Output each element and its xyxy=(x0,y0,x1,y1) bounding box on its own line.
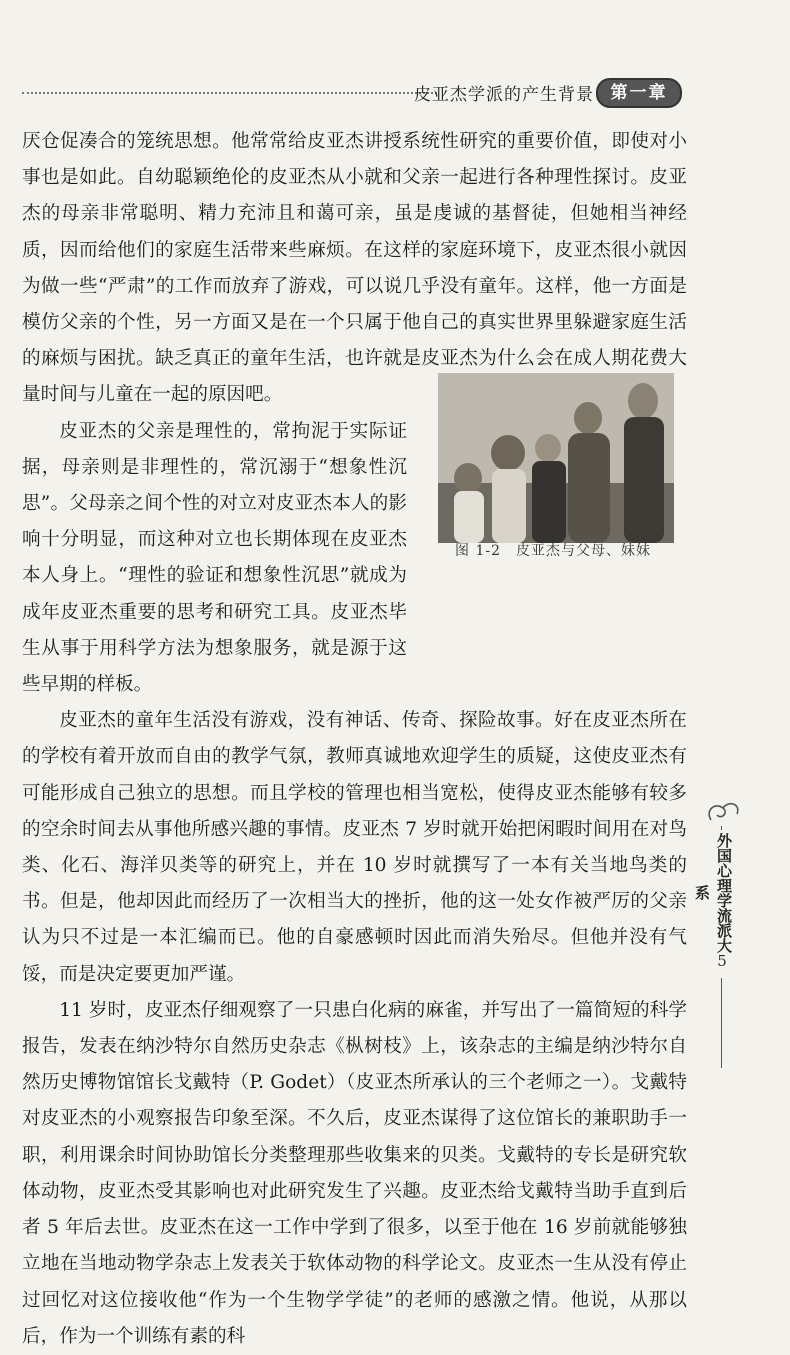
paragraph-3: 皮亚杰的童年生活没有游戏，没有神话、传奇、探险故事。好在皮亚杰所在的学校有着开放而自由的教学气氛，教师真诚地欢迎学生的质疑，这使皮亚杰有可能形成自己独立的思想。而且学校的管理也相当宽松，使得皮亚杰能够有较多的空余时间去从事他所感兴趣的事情。皮亚杰 7 岁时就开始把闲暇时间用在对鸟类、化石、海洋贝类等的研究上，并在 10 岁时就撰写了一本有关当地鸟类的书。但是，他却因此而经历了一次相当大的挫折，他的这一处女作被严厉的父亲认为只不过是一本汇编而已。他的自豪感顿时因此而消失殆尽。但他并没有气馁，而是决定要更加严谨。 xyxy=(22,710,687,985)
swirl-ornament-icon xyxy=(703,798,743,828)
body-text xyxy=(22,124,687,1355)
sidebar-line-bottom xyxy=(721,978,722,1068)
header-title: 皮亚杰学派的产生背景 xyxy=(414,85,594,105)
paragraph-1: 厌仓促凑合的笼统思想。他常常给皮亚杰讲授系统性研究的重要价值，即使对小事也是如此。自幼聪颖绝伦的皮亚杰从小就和父亲一起进行各种理性探讨。皮亚杰的母亲非常聪明、精力充沛且和蔼可亲，虽是虔诚的基督徒，但她相当神经质，因而给他们的家庭生活带来些麻烦。在这样的家庭环境下，皮亚杰很小就因为做一些“严肃”的工作而放弃了游戏，可以说几乎没有童年。这样，他一方面是模仿父亲的个性，另一方面又是在一个只属于他自己的真实世界里躲避家庭生活的麻烦与困扰。缺乏真正的童年生活，也许就是皮亚杰为什么会在成人期花费大量时间与儿童在一起的原因吧。 xyxy=(22,131,687,406)
paragraph-2: 皮亚杰的父亲是理性的，常拘泥于实际证据，母亲则是非理性的，常沉溺于“想象性沉思”。父母亲之间个性的对立对皮亚杰本人的影响十分明显，而这种对立也长期体现在皮亚杰本人身上。“理性的验证和想象性沉思”就成为成年皮亚杰重要的思考和研究工具。皮亚杰毕生从事于用科学方法为想象服务，就是源于这些早期的样板。 xyxy=(22,420,407,696)
figure-caption: 图 1-2 皮亚杰与父母、妹妹 xyxy=(455,543,651,559)
paragraph-4: 11 岁时，皮亚杰仔细观察了一只患白化病的麻雀，并写出了一篇简短的科学报告，发表在纳沙特尔自然历史杂志《枞树枝》上，该杂志的主编是纳沙特尔自然历史博物馆馆长戈戴特（P. Godet）（皮亚杰所承认的三个老师之一）。戈戴特对皮亚杰的小观察报告印象至深。不久后，皮亚杰谋得了这位馆长的兼职助手一职，利用课余时间协助馆长分类整理那些收集来的贝类。戈戴特的专长是研究软体动物，皮亚杰受其影响也对此研究发生了兴趣。皮亚杰给戈戴特当助手直到后者 5 年后去世。皮亚杰在这一工作中学到了很多，以至于他在 16 岁前就能够独立地在当地动物学杂志上发表关于软体动物的科学论文。皮亚杰一生从没有停止过回忆对这位接收他“作为一个生物学学徒”的老师的感激之情。他说，从那以后，作为一个训练有素的科 xyxy=(22,999,687,1347)
page-number: 5 xyxy=(717,952,727,970)
header-dotted-rule xyxy=(22,92,437,94)
running-header xyxy=(22,78,682,108)
chapter-badge: 第一章 xyxy=(596,78,682,108)
family-photo xyxy=(438,373,674,543)
family-photo-image xyxy=(438,373,674,543)
series-title-vertical: 外国心理学流派大系 xyxy=(693,832,733,953)
